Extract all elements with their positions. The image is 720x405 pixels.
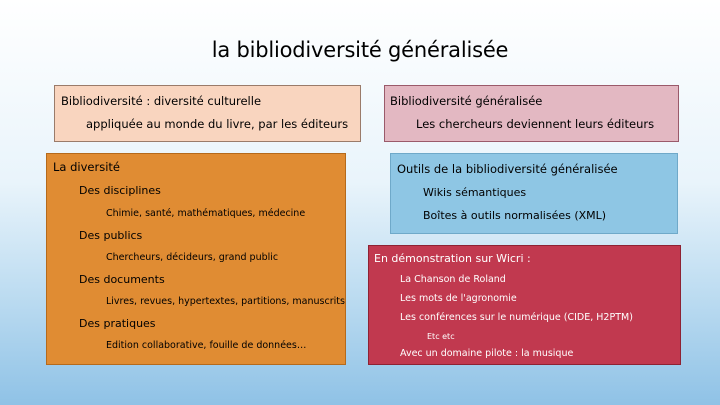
outils-heading: Outils de la bibliodiversité généralisée <box>397 162 618 176</box>
outils-box <box>390 153 678 234</box>
outils-item: Boîtes à outils normalisées (XML) <box>423 209 607 222</box>
diversite-group-label: Des disciplines <box>79 184 161 197</box>
diversite-group-detail: Livres, revues, hypertextes, partitions, manuscrits <box>106 296 345 307</box>
demo-item: Avec un domaine pilote : la musique <box>400 348 574 359</box>
demo-item: Les conférences sur le numérique (CIDE, H2PTM) <box>400 312 633 323</box>
diversite-group-label: Des documents <box>79 273 165 286</box>
diversite-box <box>46 153 346 365</box>
bibliodiversite-box <box>54 85 361 142</box>
demo-item: La Chanson de Roland <box>400 274 506 285</box>
demo-item: Les mots de l'agronomie <box>400 293 517 304</box>
demo-heading: En démonstration sur Wicri : <box>374 252 531 265</box>
diversite-group-label: Des pratiques <box>79 317 156 330</box>
demo-box <box>368 245 681 365</box>
outils-item: Wikis sémantiques <box>423 186 527 199</box>
diversite-group-detail: Edition collaborative, fouille de données… <box>106 340 307 351</box>
bibliodiversite-heading: Bibliodiversité : diversité culturelle <box>61 94 262 108</box>
diversite-heading: La diversité <box>53 160 120 174</box>
generalisee-heading: Bibliodiversité généralisée <box>390 94 543 108</box>
generalisee-detail: Les chercheurs deviennent leurs éditeurs <box>416 117 655 131</box>
diversite-group-detail: Chimie, santé, mathématiques, médecine <box>106 208 306 219</box>
bibliodiversite-detail: appliquée au monde du livre, par les éditeurs <box>86 117 349 131</box>
diversite-group-detail: Chercheurs, décideurs, grand public <box>106 252 279 263</box>
diversite-group-label: Des publics <box>79 229 143 242</box>
generalisee-box <box>384 85 679 142</box>
demo-item: Etc etc <box>427 332 455 341</box>
slide-title: la bibliodiversité généralisée <box>211 38 509 62</box>
